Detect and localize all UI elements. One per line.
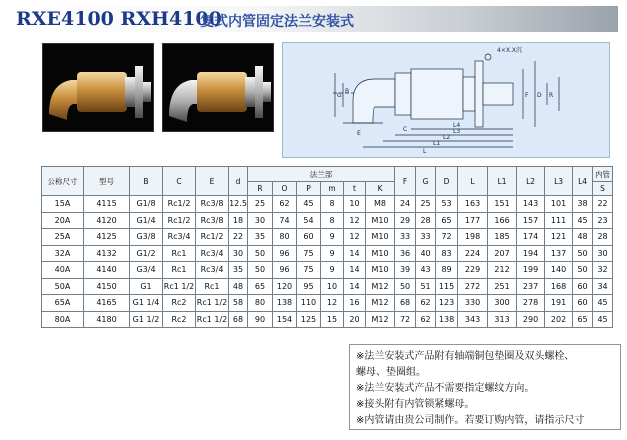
table-cell: 28 <box>593 229 613 246</box>
table-cell: 14 <box>344 278 366 295</box>
table-cell: 194 <box>517 245 545 262</box>
table-cell: 72 <box>436 229 458 246</box>
table-cell: 32 <box>593 262 613 279</box>
header-flange-o: O <box>273 182 297 196</box>
table-cell: G3/8 <box>130 229 163 246</box>
table-cell: 22 <box>593 196 613 213</box>
table-cell: 80 <box>248 295 273 312</box>
table-cell: 62 <box>416 295 436 312</box>
table-cell: 4165 <box>84 295 130 312</box>
table-cell: 9 <box>321 245 344 262</box>
table-cell: 90 <box>248 311 273 328</box>
table-cell: 14 <box>344 262 366 279</box>
table-cell: 272 <box>458 278 488 295</box>
table-cell: 38 <box>573 196 593 213</box>
table-cell: 290 <box>517 311 545 328</box>
table-cell: 25 <box>416 196 436 213</box>
table-cell: Rc1 <box>196 278 229 295</box>
table-cell: 120 <box>273 278 297 295</box>
header-l: L <box>458 167 488 196</box>
table-cell: Rc2 <box>163 311 196 328</box>
table-cell: 50 <box>573 245 593 262</box>
table-cell: 229 <box>458 262 488 279</box>
table-cell: 154 <box>273 311 297 328</box>
table-cell: 137 <box>545 245 573 262</box>
table-cell: 343 <box>458 311 488 328</box>
header-b: B <box>130 167 163 196</box>
table-row <box>42 278 613 295</box>
drawing-label-l3: L3 <box>453 128 461 135</box>
header-l2: L2 <box>517 167 545 196</box>
table-cell: 60 <box>297 229 321 246</box>
table-cell: 12 <box>344 229 366 246</box>
table-cell: 198 <box>458 229 488 246</box>
header-g: G <box>416 167 436 196</box>
table-cell: 237 <box>517 278 545 295</box>
table-cell: Rc1/2 <box>163 196 196 213</box>
drawing-label-l: L <box>423 148 427 155</box>
table-cell: 39 <box>395 262 416 279</box>
table-cell: 10 <box>344 196 366 213</box>
table-cell: 50 <box>248 245 273 262</box>
table-cell: 34 <box>593 278 613 295</box>
note-line: ※法兰安装式产品附有轴端铜包垫圈及双头螺栓、 <box>356 351 575 362</box>
table-cell: 32A <box>42 245 84 262</box>
table-cell: 138 <box>273 295 297 312</box>
header-inner-s: S <box>593 182 613 196</box>
table-cell: 22 <box>229 229 248 246</box>
table-cell: G3/4 <box>130 262 163 279</box>
product-photo-1 <box>42 43 154 132</box>
table-row <box>42 229 613 246</box>
table-cell: 4180 <box>84 311 130 328</box>
table-cell: 4120 <box>84 212 130 229</box>
table-cell: 45 <box>297 196 321 213</box>
table-cell: 15 <box>321 311 344 328</box>
drawing-label-l2: L2 <box>443 134 451 141</box>
header-flange-k: K <box>366 182 395 196</box>
table-cell: Rc3/8 <box>196 196 229 213</box>
table-cell: 36 <box>395 245 416 262</box>
table-cell: G1/4 <box>130 212 163 229</box>
table-cell: 33 <box>395 229 416 246</box>
table-cell: M10 <box>366 262 395 279</box>
header-f: F <box>395 167 416 196</box>
header-l3: L3 <box>545 167 573 196</box>
table-cell: 50 <box>395 278 416 295</box>
table-cell: Rc1 <box>163 245 196 262</box>
table-cell: 138 <box>436 311 458 328</box>
table-cell: 9 <box>321 262 344 279</box>
table-cell: 330 <box>458 295 488 312</box>
table-cell: 80A <box>42 311 84 328</box>
drawing-label-l4: L4 <box>453 122 461 129</box>
table-cell: 54 <box>297 212 321 229</box>
table-cell: Rc3/8 <box>196 212 229 229</box>
table-cell: 23 <box>593 212 613 229</box>
table-cell: 74 <box>273 212 297 229</box>
table-row <box>42 212 613 229</box>
header-size: 公称尺寸 <box>42 167 84 196</box>
table-cell: 4115 <box>84 196 130 213</box>
table-cell: 30 <box>248 212 273 229</box>
table-cell: 15A <box>42 196 84 213</box>
table-cell: 45 <box>593 311 613 328</box>
table-cell: 62 <box>416 311 436 328</box>
table-cell: 110 <box>297 295 321 312</box>
table-cell: 96 <box>273 262 297 279</box>
table-cell: 68 <box>229 311 248 328</box>
table-cell: 50A <box>42 278 84 295</box>
table-cell: M10 <box>366 229 395 246</box>
table-cell: 48 <box>573 229 593 246</box>
table-cell: 89 <box>436 262 458 279</box>
table-cell: 313 <box>488 311 517 328</box>
table-cell: 40A <box>42 262 84 279</box>
table-cell: Rc1 <box>163 262 196 279</box>
spec-table-body <box>42 196 613 328</box>
table-cell: 51 <box>416 278 436 295</box>
table-cell: 62 <box>273 196 297 213</box>
table-cell: 50 <box>248 262 273 279</box>
table-cell: 9 <box>321 229 344 246</box>
table-cell: 251 <box>488 278 517 295</box>
table-cell: G1 1/4 <box>130 295 163 312</box>
table-row <box>42 196 613 213</box>
table-cell: 65 <box>573 311 593 328</box>
table-cell: 80 <box>273 229 297 246</box>
table-cell: 53 <box>436 196 458 213</box>
page-header <box>8 6 618 32</box>
drawing-label-f: F <box>525 92 529 99</box>
drawing-label-b: B <box>345 88 350 95</box>
table-cell: 174 <box>517 229 545 246</box>
table-cell: Rc3/4 <box>196 245 229 262</box>
table-cell: 18 <box>229 212 248 229</box>
table-cell: 168 <box>545 278 573 295</box>
table-cell: 30 <box>593 245 613 262</box>
table-cell: 96 <box>273 245 297 262</box>
table-cell: 166 <box>488 212 517 229</box>
table-cell: 4125 <box>84 229 130 246</box>
table-cell: 48 <box>229 278 248 295</box>
header-flange-m: m <box>321 182 344 196</box>
table-cell: 45 <box>593 295 613 312</box>
table-cell: 177 <box>458 212 488 229</box>
table-cell: M10 <box>366 212 395 229</box>
drawing-label-g: G <box>337 92 342 99</box>
notes-box <box>349 344 621 430</box>
table-cell: 224 <box>458 245 488 262</box>
table-cell: 278 <box>517 295 545 312</box>
header-model: 型号 <box>84 167 130 196</box>
drawing-label-d: D <box>537 92 542 99</box>
table-cell: 65 <box>436 212 458 229</box>
table-cell: M12 <box>366 295 395 312</box>
table-row <box>42 245 613 262</box>
table-cell: G1/2 <box>130 245 163 262</box>
table-cell: 29 <box>395 212 416 229</box>
table-cell: Rc1 1/2 <box>196 311 229 328</box>
header-e: E <box>196 167 229 196</box>
table-cell: 40 <box>416 245 436 262</box>
table-cell: 143 <box>517 196 545 213</box>
table-cell: 68 <box>395 295 416 312</box>
table-cell: 4132 <box>84 245 130 262</box>
table-cell: 4150 <box>84 278 130 295</box>
table-cell: 12.5 <box>229 196 248 213</box>
drawing-label-l1: L1 <box>433 140 441 147</box>
note-line: ※接头附有内管锁紧螺母。 <box>356 399 475 410</box>
table-cell: 60 <box>573 295 593 312</box>
table-cell: Rc1 1/2 <box>196 295 229 312</box>
table-cell: 65 <box>248 278 273 295</box>
table-cell: 212 <box>488 262 517 279</box>
table-cell: 163 <box>458 196 488 213</box>
table-cell: Rc3/4 <box>196 262 229 279</box>
page-subtitle: 复式内管固定法兰安装式 <box>200 14 354 30</box>
table-cell: 16 <box>344 295 366 312</box>
header-l1: L1 <box>488 167 517 196</box>
note-line: ※法兰安装式产品不需要指定螺纹方向。 <box>356 383 535 394</box>
table-cell: 30 <box>229 245 248 262</box>
table-cell: 14 <box>344 245 366 262</box>
table-cell: Rc1/2 <box>163 212 196 229</box>
table-cell: 35 <box>248 229 273 246</box>
table-cell: 95 <box>297 278 321 295</box>
table-cell: 43 <box>416 262 436 279</box>
table-cell: 125 <box>297 311 321 328</box>
table-cell: 121 <box>545 229 573 246</box>
table-cell: 185 <box>488 229 517 246</box>
table-row <box>42 295 613 312</box>
table-cell: 75 <box>297 262 321 279</box>
table-cell: 28 <box>416 212 436 229</box>
table-cell: 115 <box>436 278 458 295</box>
drawing-label-bolt: 4×X.X沉 <box>497 47 522 54</box>
table-cell: 207 <box>488 245 517 262</box>
table-cell: G1 1/2 <box>130 311 163 328</box>
table-cell: 101 <box>545 196 573 213</box>
drawing-label-r: R <box>549 92 554 99</box>
product-photo-2 <box>162 43 274 132</box>
table-cell: 25 <box>248 196 273 213</box>
header-l4: L4 <box>573 167 593 196</box>
table-row <box>42 262 613 279</box>
table-cell: M8 <box>366 196 395 213</box>
table-cell: 123 <box>436 295 458 312</box>
table-cell: 72 <box>395 311 416 328</box>
table-cell: 12 <box>344 212 366 229</box>
table-cell: 65A <box>42 295 84 312</box>
table-cell: M12 <box>366 311 395 328</box>
table-cell: 4140 <box>84 262 130 279</box>
table-cell: 25A <box>42 229 84 246</box>
header-flange-t: t <box>344 182 366 196</box>
table-cell: 58 <box>229 295 248 312</box>
table-cell: 202 <box>545 311 573 328</box>
header-flange-r: R <box>248 182 273 196</box>
table-cell: 8 <box>321 212 344 229</box>
technical-drawing <box>282 42 610 158</box>
table-cell: 199 <box>517 262 545 279</box>
table-cell: 20 <box>344 311 366 328</box>
header-d: D <box>436 167 458 196</box>
table-cell: Rc2 <box>163 295 196 312</box>
table-row <box>42 311 613 328</box>
table-cell: 60 <box>573 278 593 295</box>
header-flange-p: P <box>297 182 321 196</box>
table-cell: 83 <box>436 245 458 262</box>
table-cell: Rc1 1/2 <box>163 278 196 295</box>
note-line: ※内管请由贵公司制作。若要订购内管，请指示尺寸 <box>356 415 585 426</box>
table-cell: 33 <box>416 229 436 246</box>
table-cell: 10 <box>321 278 344 295</box>
table-cell: 8 <box>321 196 344 213</box>
table-cell: 140 <box>545 262 573 279</box>
table-cell: Rc1/2 <box>196 229 229 246</box>
table-cell: G1 <box>130 278 163 295</box>
table-cell: 24 <box>395 196 416 213</box>
note-line: 螺母、垫圈组。 <box>356 367 426 378</box>
page-title: RXE4100 RXH4100 <box>16 8 222 30</box>
table-cell: 20A <box>42 212 84 229</box>
header-flange: 法兰部 <box>248 167 395 182</box>
table-cell: 50 <box>573 262 593 279</box>
table-cell: M12 <box>366 278 395 295</box>
table-cell: 151 <box>488 196 517 213</box>
table-cell: 300 <box>488 295 517 312</box>
drawing-label-e: E <box>357 130 361 137</box>
header-c: C <box>163 167 196 196</box>
table-cell: G1/8 <box>130 196 163 213</box>
header-d-small: d <box>229 167 248 196</box>
table-cell: Rc3/4 <box>163 229 196 246</box>
drawing-label-c: C <box>403 126 408 133</box>
table-cell: 75 <box>297 245 321 262</box>
spec-table <box>41 166 613 328</box>
table-cell: 12 <box>321 295 344 312</box>
table-cell: 35 <box>229 262 248 279</box>
table-cell: 191 <box>545 295 573 312</box>
table-cell: M10 <box>366 245 395 262</box>
header-inner-pipe: 内管 <box>593 167 613 182</box>
table-cell: 157 <box>517 212 545 229</box>
table-cell: 111 <box>545 212 573 229</box>
table-cell: 45 <box>573 212 593 229</box>
